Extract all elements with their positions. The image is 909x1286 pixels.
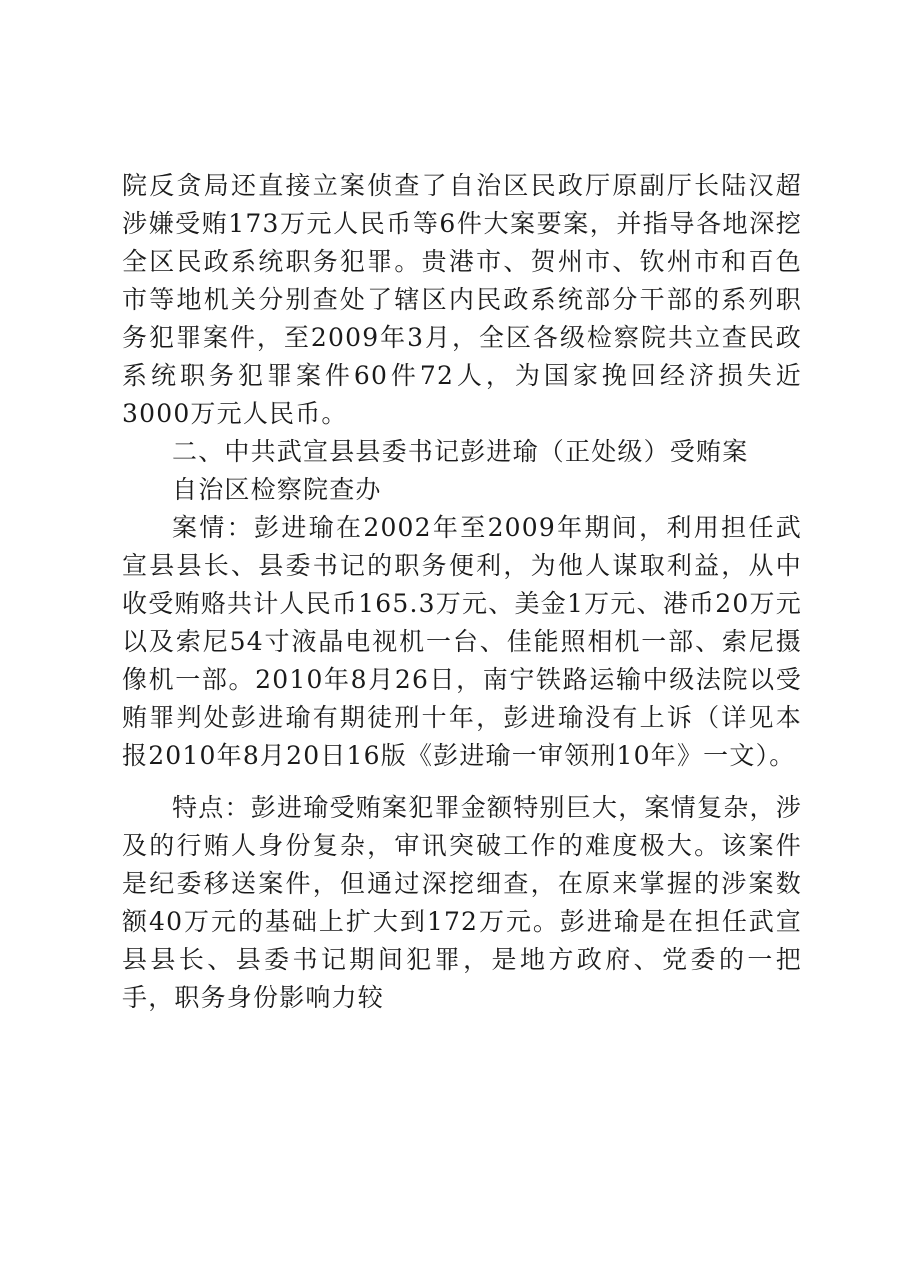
paragraph-case-features: 特点：彭进瑜受贿案犯罪金额特别巨大，案情复杂，涉及的行贿人身份复杂，审讯突破工作的难度极大。该案件是纪委移送案件，但通过深挖细查，在原来掌握的涉案数额40万元的基础上扩大到172万元。彭进瑜是在担任武宣县县长、县委书记期间犯罪，是地方政府、党委的一把手，职务身份影响力较 (122, 793, 802, 1012)
paragraph-case-summary: 院反贪局还直接立案侦查了自治区民政厅原副厅长陆汉超涉嫌受贿173万元人民币等6件大案要案，并指导各地深挖全区民政系统职务犯罪。贵港市、贺州市、钦州市和百色市等地机关分别查处了辖区内民政系统部分干部的系列职务犯罪案件，至2009年3月，全区各级检察院共立查民政系统职务犯罪案件60件72人，为国家挽回经济损失近3000万元人民币。 (122, 171, 802, 428)
handling-agency: 自治区检察院查办 (172, 475, 382, 504)
section-heading: 二、中共武宣县县委书记彭进瑜（正处级）受贿案 (172, 437, 749, 466)
document-body (122, 167, 802, 1017)
paragraph-case-details: 案情：彭进瑜在2002年至2009年期间，利用担任武宣县县长、县委书记的职务便利，为他人谋取利益，从中收受贿赂共计人民币165.3万元、美金1万元、港币20万元以及索尼54寸液晶电视机一台、佳能照相机一部、索尼摄像机一部。2010年8月26日，南宁铁路运输中级法院以受贿罪判处彭进瑜有期徒刑十年，彭进瑜没有上诉（详见本报2010年8月20日16版《彭进瑜一审领刑10年》一文）。 (122, 513, 802, 770)
